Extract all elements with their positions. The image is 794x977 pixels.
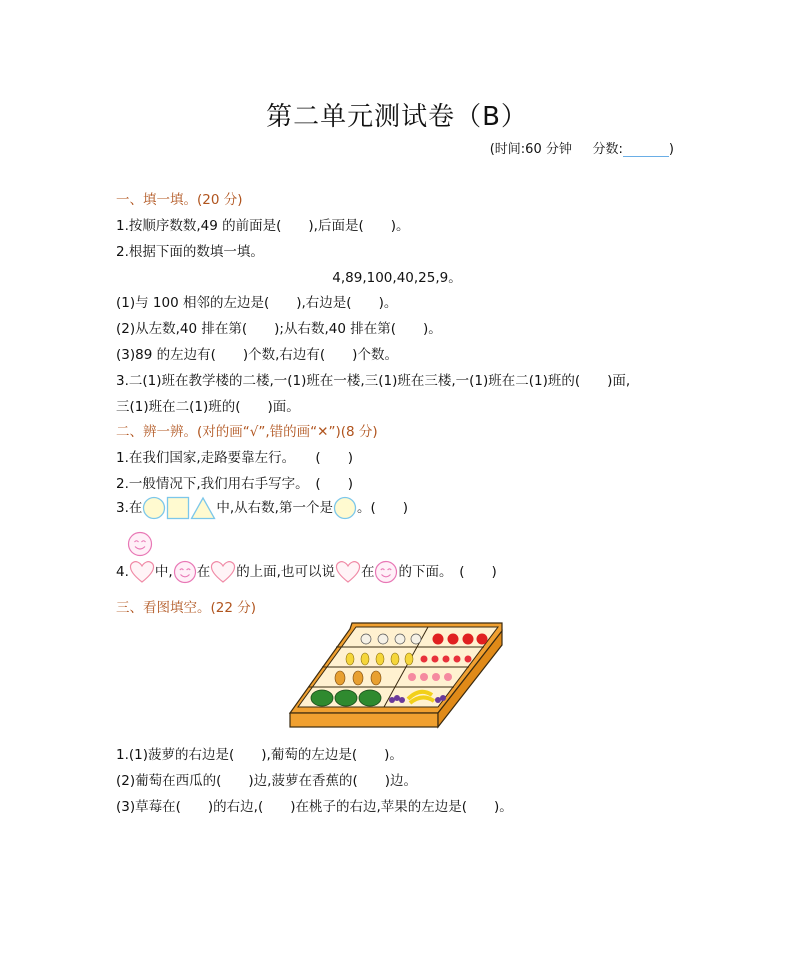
s2-question-2: 2.一般情况下,我们用右手写字。 ( ) (116, 476, 353, 492)
s1-question-1: 1.按顺序数数,49 的前面是( ),后面是( )。 (116, 218, 410, 234)
s2-question-1: 1.在我们国家,走路要靠左行。 ( ) (116, 450, 353, 466)
s2-q4-text-e: 的下面。 ( ) (398, 564, 497, 580)
smiley-face-icon (374, 560, 398, 584)
heart-icon (335, 560, 361, 584)
heart-icon (210, 560, 236, 584)
section3-heading: 三、看图填空。(22 分) (116, 600, 257, 616)
s1-question-3-line2: 三(1)班在二(1)班的( )面。 (116, 399, 300, 415)
pineapple-group (335, 671, 381, 685)
s2-question-3 (116, 496, 408, 520)
s2-q4-text-d: 在 (360, 564, 375, 580)
s2-q3-middle: 中,从右数,第一个是 (216, 500, 333, 516)
section2-heading: 二、辨一辨。(对的画“√”,错的画“✕”)(8 分) (116, 424, 378, 440)
s1-question-2-2: (2)从左数,40 排在第( );从右数,40 排在第( )。 (116, 321, 442, 337)
s2-q3-prefix: 3.在 (116, 500, 143, 516)
score-label: 分数: (592, 142, 623, 157)
triangle-shape-icon (190, 496, 216, 520)
page-title: 第二单元测试卷（B） (266, 102, 528, 132)
s1-question-2-3: (3)89 的左边有( )个数,右边有( )个数。 (116, 347, 398, 363)
smiley-face-icon (127, 531, 153, 557)
s1-question-2: 2.根据下面的数填一填。 (116, 244, 264, 260)
watermelon-group (311, 690, 381, 706)
shelf-front-frame (290, 713, 438, 727)
s3-question-1-2: (2)葡萄在西瓜的( )边,菠萝在香蕉的( )边。 (116, 773, 417, 789)
s1-question-2-1: (1)与 100 相邻的左边是( ),右边是( )。 (116, 295, 398, 311)
circle-shape-icon (142, 496, 166, 520)
smiley-face-icon (173, 560, 197, 584)
time-info: (时间:60 分钟 (489, 142, 572, 157)
heart-icon (129, 560, 155, 584)
circle-shape-icon (333, 496, 357, 520)
square-shape-icon (166, 496, 190, 520)
s3-question-1-1: 1.(1)菠萝的右边是( ),葡萄的左边是( )。 (116, 747, 403, 763)
number-list: 4,89,100,40,25,9。 (332, 270, 462, 286)
fruit-shelf-illustration (288, 619, 508, 731)
score-blank[interactable] (623, 142, 669, 157)
s1-question-3-line1: 3.二(1)班在教学楼的二楼,一(1)班在一楼,三(1)班在三楼,一(1)班在二(1)班的( )面, (116, 373, 631, 389)
s2-q4-text-c: 的上面,也可以说 (236, 564, 335, 580)
section1-heading: 一、填一填。(20 分) (116, 192, 243, 208)
s2-question-4 (116, 560, 497, 584)
s2-q4-prefix: 4. (116, 564, 129, 580)
s2-q4-text-a: 中, (154, 564, 173, 580)
s2-q4-text-b: 在 (196, 564, 211, 580)
s3-question-1-3: (3)草莓在( )的右边,( )在桃子的右边,苹果的左边是( )。 (116, 799, 513, 815)
s2-q3-end: 。( ) (356, 500, 409, 516)
exam-meta (490, 138, 674, 157)
meta-close: ) (668, 142, 674, 157)
